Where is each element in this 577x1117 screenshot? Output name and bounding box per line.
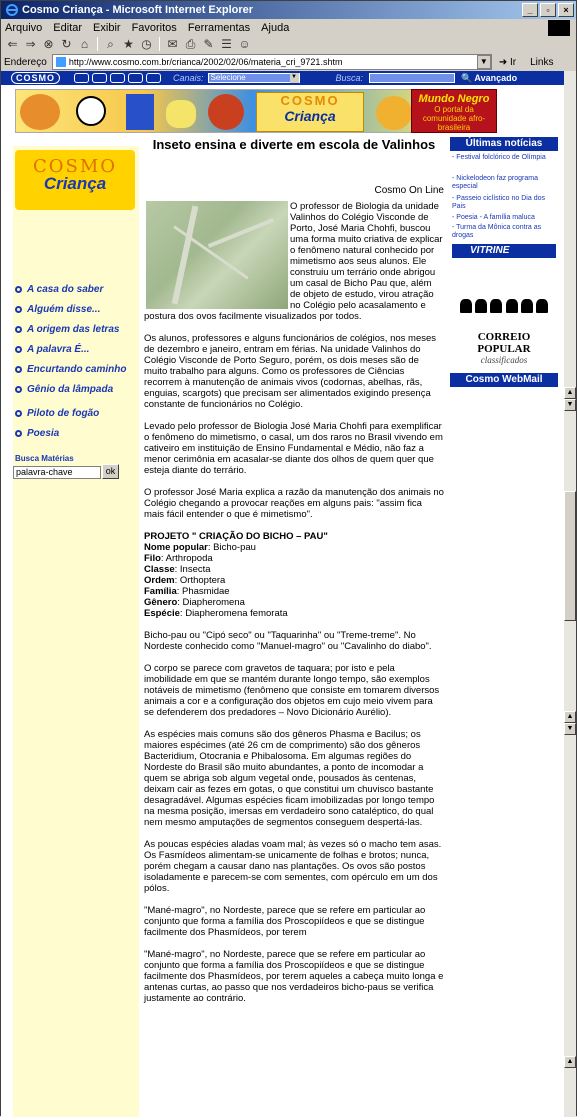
article-lead: O professor de Biologia da unidade Valinhos do Colégio Visconde de Porto, José Maria Chohfi, buscou uma forma muito criativa de explicar o fenômeno natural conhecido por mimetismo aos seus alunos. Ele construiu um terrário onde abrigou um casal de Bicho Pau que, além de objeto de estudo, virou atração no Colégio pelo acasalamento e postura dos ovos facilmente visualizados por todos. bbox=[144, 201, 443, 322]
sidebar-item-label: Poesia bbox=[27, 428, 60, 439]
avancado-label: Avançado bbox=[474, 72, 518, 83]
edit-icon[interactable]: ✎ bbox=[203, 37, 214, 51]
toy-illustration bbox=[208, 94, 244, 130]
cosmo-webmail-button[interactable]: Cosmo WebMail bbox=[450, 373, 558, 387]
nav-mail-icon[interactable] bbox=[92, 73, 107, 83]
mail-icon[interactable]: ✉ bbox=[167, 37, 178, 51]
figure-icon bbox=[490, 299, 502, 313]
menu-arquivo[interactable]: Arquivo bbox=[5, 22, 43, 34]
scroll-down-icon[interactable]: ▼ bbox=[564, 399, 576, 411]
sidebar-item-origem-letras[interactable] bbox=[15, 324, 141, 335]
go-label: Ir bbox=[509, 56, 517, 68]
menu-ajuda[interactable]: Ajuda bbox=[261, 22, 290, 34]
bullet-icon bbox=[15, 386, 22, 393]
correio-popular-ad[interactable] bbox=[458, 331, 550, 365]
window-title: Cosmo Criança - Microsoft Internet Explorer bbox=[22, 4, 254, 16]
menu-editar[interactable]: Editar bbox=[53, 22, 83, 34]
figures-banner[interactable] bbox=[460, 295, 548, 317]
messenger-icon[interactable]: ☺ bbox=[238, 37, 251, 51]
scroll-down-icon[interactable]: ▼ bbox=[564, 723, 576, 735]
sidebar-item-label: A palavra É... bbox=[27, 344, 90, 355]
toolbar-separator bbox=[97, 37, 98, 51]
cosmo-crianca-logo[interactable] bbox=[15, 150, 135, 210]
menu-ferramentas[interactable]: Ferramentas bbox=[187, 22, 251, 34]
logo-bottom: Criança bbox=[43, 174, 107, 193]
maximize-button[interactable]: ▫ bbox=[540, 3, 556, 17]
article-byline: Cosmo On Line bbox=[374, 185, 444, 196]
toy-illustration bbox=[126, 94, 154, 130]
article-headline: Inseto ensina e diverte em escola de Valinhos bbox=[152, 137, 436, 152]
title-bar bbox=[1, 1, 576, 19]
left-sidebar bbox=[13, 146, 139, 1117]
correio-title: CORREIO POPULAR bbox=[477, 331, 531, 355]
scroll-up-icon[interactable]: ▲ bbox=[564, 711, 576, 723]
sidebar-item-label: Alguém disse... bbox=[27, 304, 101, 315]
bullet-icon bbox=[15, 410, 22, 417]
close-button[interactable]: × bbox=[558, 3, 574, 17]
taxonomy-row: Espécie: Diapheromena femorata bbox=[144, 608, 288, 619]
news-link[interactable]: - Festival folclórico de Olímpia bbox=[452, 154, 546, 161]
avancado-link[interactable]: 🔍 Avançado bbox=[461, 72, 518, 83]
vitrine-banner[interactable] bbox=[452, 244, 556, 258]
banner-logo-top: COSMO bbox=[280, 93, 340, 108]
address-dropdown-icon[interactable]: ▼ bbox=[477, 55, 491, 69]
sidebar-item-poesia[interactable] bbox=[15, 428, 141, 439]
mundo-subtitle: O portal da comunidade afro-brasileira bbox=[422, 105, 486, 132]
address-url: http://www.cosmo.com.br/crianca/2002/02/06/materia_cri_9721.shtm bbox=[68, 57, 343, 67]
article-paragraph: Bicho-pau ou "Cipó seco" ou "Taquarinha" ou "Treme-treme". No Nordeste conhecido como "Manuel-magro" ou "Cavalinho do diabo". bbox=[144, 630, 432, 652]
search-icon[interactable]: ⌕ bbox=[107, 36, 114, 51]
canais-select[interactable] bbox=[208, 73, 300, 83]
article-paragraph: O professor José Maria explica a razão da manutenção dos animais no Colégio chegando a provocar reações em alguns pais: "assim fica mais fácil entender o que é mimetismo". bbox=[144, 487, 444, 520]
busca-materias-label: Busca Matérias bbox=[15, 454, 74, 463]
busca-ok-button[interactable]: ok bbox=[102, 464, 119, 479]
links-button[interactable]: Links bbox=[530, 56, 554, 68]
article-body bbox=[144, 201, 444, 1015]
menu-bar bbox=[1, 19, 576, 37]
sidebar-item-casa-saber[interactable] bbox=[15, 284, 141, 295]
site-navbar bbox=[1, 71, 564, 85]
article-lead-wrap bbox=[144, 201, 444, 322]
figure-icon bbox=[506, 299, 518, 313]
refresh-icon[interactable]: ↻ bbox=[61, 37, 72, 51]
menu-exibir[interactable]: Exibir bbox=[93, 22, 121, 34]
sidebar-item-label: A origem das letras bbox=[27, 324, 120, 335]
sidebar-item-genio[interactable] bbox=[15, 384, 141, 395]
taxonomy-row: Classe: Insecta bbox=[144, 564, 211, 575]
projeto-title: PROJETO " CRIAÇÃO DO BICHO – PAU" bbox=[144, 531, 328, 542]
menu-favoritos[interactable]: Favoritos bbox=[131, 22, 177, 34]
address-input[interactable] bbox=[52, 54, 492, 70]
vertical-scrollbar[interactable] bbox=[564, 71, 576, 1117]
bullet-icon bbox=[15, 366, 22, 373]
go-button[interactable]: ➜ Ir bbox=[498, 56, 517, 68]
banner-logo-bottom: Criança bbox=[284, 108, 336, 124]
taxonomy-row: Família: Phasmidae bbox=[144, 586, 230, 597]
vitrine-label: VITRINE bbox=[470, 245, 510, 256]
page-content bbox=[1, 71, 564, 1117]
ultimas-noticias-header: Últimas notícias bbox=[450, 137, 558, 151]
scroll-up-icon[interactable]: ▲ bbox=[564, 387, 576, 399]
article-paragraph: Levado pelo professor de Biologia José Maria Chohfi para exemplificar o fenômeno do mimetismo, o casal, um dos raros no Brasil vivendo em cativeiro em instituição de Ensino Fundamental e Médio, não faz a menor cerimônia em acasalar-se diante dos olhos de quem quer que esteja diante do terrário. bbox=[144, 421, 443, 476]
taxonomy-row: Nome popular: Bicho-pau bbox=[144, 542, 256, 553]
favorites-icon[interactable]: ★ bbox=[123, 37, 134, 51]
bullet-icon bbox=[15, 430, 22, 437]
sidebar-item-encurtando[interactable] bbox=[15, 364, 141, 375]
news-link[interactable]: - Nickelodeon faz programa especial bbox=[452, 175, 538, 190]
article-paragraph: Os alunos, professores e alguns funcionários de colégios, nos meses de dezembro e janeiro, entram em férias. Na unidade Valinhos do Colégio Visconde de Porto Seguro, porém, os dois meses são de muito trabalho para alguns. Como os professores de Ciências recorrem à manutenção de animais vivos (codornas, abelhas, rãs, enguias, scargots) que precisam ser alimentados exigindo presença constante de funcionários no Colégio. bbox=[144, 333, 437, 410]
back-icon[interactable]: ⇐ bbox=[7, 37, 18, 51]
taxonomy-row: Ordem: Orthoptera bbox=[144, 575, 226, 586]
article-paragraph: "Mané-magro", no Nordeste, parece que se refere em particular ao conjunto que forma a família dos Proscopiídeos e que se distingue facilmente dos Phasmídeos, por terem aqueles a cabeça muito longa e antenas curtas, ao passo que nos verdadeiros bicho-paus se verifica justamente ao contrário. bbox=[144, 949, 444, 1004]
stop-icon[interactable]: ⊗ bbox=[43, 37, 54, 51]
cosmo-crianca-banner[interactable] bbox=[15, 89, 447, 133]
nav-chat-icon[interactable] bbox=[110, 73, 125, 83]
figure-icon bbox=[536, 299, 548, 313]
discuss-icon[interactable]: ☰ bbox=[221, 37, 232, 51]
cosmo-brand[interactable]: COSMO bbox=[11, 72, 60, 84]
figure-icon bbox=[521, 299, 533, 313]
windows-flag-icon bbox=[548, 20, 570, 36]
news-link[interactable]: - Poesia - A família maluca bbox=[452, 214, 535, 221]
bullet-icon bbox=[15, 286, 22, 293]
sidebar-item-label: Piloto de fogão bbox=[27, 408, 100, 419]
banner-logo bbox=[256, 92, 364, 132]
busca-label: Busca: bbox=[335, 73, 364, 83]
address-bar bbox=[1, 53, 576, 71]
minimize-button[interactable]: _ bbox=[522, 3, 538, 17]
chevron-down-icon: ▼ bbox=[290, 73, 299, 83]
nav-list-icon[interactable] bbox=[128, 73, 143, 83]
article-paragraph: As poucas espécies aladas voam mal; às vezes só o macho tem asas. Os Fasmídeos alimentam-se unicamente de folhas e brotos; nunca, porém chegam a causar dano nas plantações. Os ovos são postos isoladamente e parecem-se com sementes, com opérculo em um dos pólos. bbox=[144, 839, 442, 894]
news-link[interactable]: - Turma da Mônica contra as drogas bbox=[452, 224, 542, 239]
logo-top: COSMO bbox=[32, 156, 118, 177]
canais-label: Canais: bbox=[173, 73, 204, 83]
figure-icon bbox=[475, 299, 487, 313]
sidebar-item-label: A casa do saber bbox=[27, 284, 104, 295]
nav-help-icon[interactable] bbox=[146, 73, 161, 83]
taxonomy-list bbox=[144, 542, 444, 619]
correio-subtitle: classificados bbox=[480, 355, 528, 365]
taxonomy-row: Gênero: Diapheromena bbox=[144, 597, 245, 608]
mundo-title: Mundo Negro bbox=[418, 93, 490, 105]
sidebar-item-label: Gênio da lâmpada bbox=[27, 384, 114, 395]
sidebar-item-palavra[interactable] bbox=[15, 344, 141, 355]
toolbar-separator bbox=[159, 37, 160, 51]
photo-float bbox=[144, 201, 290, 311]
busca-materias-input[interactable]: palavra-chave bbox=[13, 466, 101, 479]
nav-home-icon[interactable] bbox=[74, 73, 89, 83]
news-link[interactable]: - Passeio ciclístico no Dia dos Pais bbox=[452, 195, 545, 210]
page-icon bbox=[56, 57, 66, 67]
article-paragraph: As espécies mais comuns são dos gêneros Phasma e Bacilus; os maiores espécimes (até 26 cm de comprimento) são dos gêneros Bacteridium, Otocrania e Phibalosoma. Em algumas regiões do Nordeste do Brasil são muito abundantes, a ponto de incomodar a quem se abriga sob algum vegetal onde, pousados às centenas, deixam cair as fezes em gotas, o que constitui um chuvisco bastante desagradável. Algumas espécies ficam imobilizadas por longo tempo na mesma posição, imersas em verdadeiro sono cataléptico, do qual nem mesmo amputações de segmentos conseguem despertá-las. bbox=[144, 729, 435, 828]
address-label: Endereço bbox=[4, 56, 47, 68]
bear-illustration bbox=[376, 96, 412, 130]
home-icon[interactable]: ⌂ bbox=[80, 37, 89, 51]
toolbar bbox=[1, 37, 576, 51]
mundo-negro-ad[interactable] bbox=[411, 89, 497, 133]
article-paragraph: O corpo se parece com gravetos de taquara; por isto e pela imobilidade em que se mantém durante longo tempo, são exemplos notáveis de mimetismo (fenômeno que consiste em tomarem diversos animais a cor e a configuração dos objetos em cujo meio vivem para se defenderem dos predadores – Novo Dicionário Aurélio). bbox=[144, 663, 440, 718]
scroll-up-icon[interactable]: ▲ bbox=[564, 1056, 576, 1068]
ball-illustration bbox=[76, 96, 106, 126]
busca-input[interactable] bbox=[369, 73, 455, 83]
duck-illustration bbox=[166, 100, 196, 128]
print-icon[interactable]: ⎙ bbox=[185, 36, 196, 51]
ie-logo-icon bbox=[5, 3, 19, 17]
canais-value: Selecione bbox=[210, 73, 246, 82]
sidebar-item-alguem-disse[interactable] bbox=[15, 304, 141, 315]
figure-icon bbox=[460, 299, 472, 313]
sidebar-item-label: Encurtando caminho bbox=[27, 364, 127, 375]
bullet-icon bbox=[15, 326, 22, 333]
taxonomy-row: Filo: Arthropoda bbox=[144, 553, 213, 564]
history-icon[interactable]: ◷ bbox=[141, 37, 152, 51]
bullet-icon bbox=[15, 346, 22, 353]
forward-icon[interactable]: ⇒ bbox=[25, 37, 36, 51]
sidebar-item-piloto[interactable] bbox=[15, 408, 141, 419]
article-paragraph: "Mané-magro", no Nordeste, parece que se refere em particular ao conjunto que forma a família dos Proscopiídeos e que se distingue facilmente dos Phasmídeos, por terem bbox=[144, 905, 426, 938]
bear-illustration bbox=[20, 94, 60, 130]
bullet-icon bbox=[15, 306, 22, 313]
scroll-thumb[interactable] bbox=[564, 491, 576, 621]
